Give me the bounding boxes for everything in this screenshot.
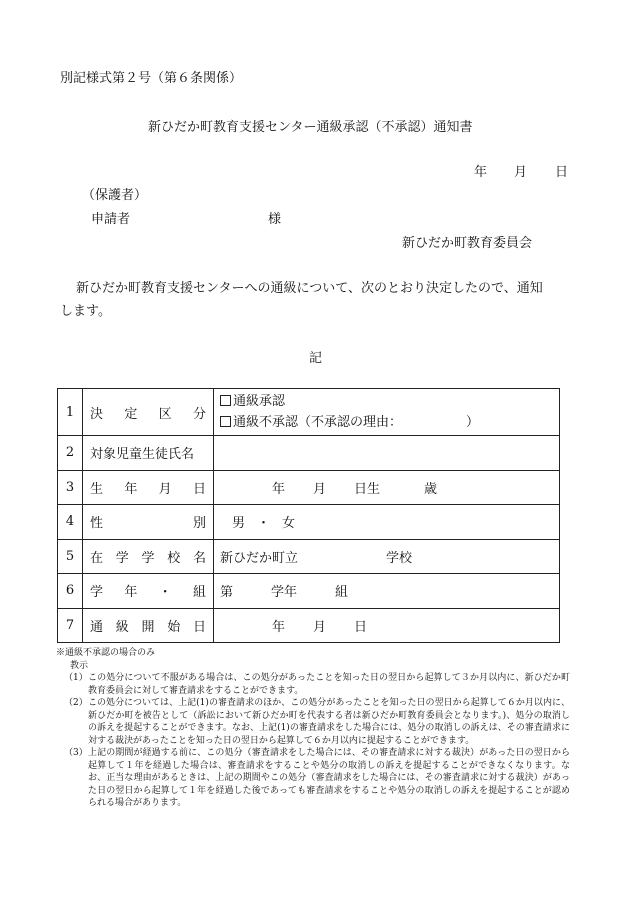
grade-unit: 学年 — [271, 585, 298, 601]
label-char: 学 — [90, 585, 104, 601]
label-char: ・ — [158, 585, 172, 601]
note-text: 上記の期間が経過する前に、この処分（審査請求をした場合には、その審査請求に対する裁決）があった日の翌日から起算して１年を経過した場合は、審査請求をすることや処分の取消しの訴えを提起することができなくなります。なお、正当な理由があるときは、上記の期間やこの処分（審査請求をした場合には、その審査請求に対する裁決）があった日の翌日から起算して１年を経過した後であっても審査請求をすることや処分の取消しの訴えを提起することが認められる場合があります。 — [88, 748, 570, 808]
option-approve-label: 通級承認 — [233, 394, 286, 409]
option-disapprove[interactable] — [220, 412, 553, 433]
honorific-sama: 様 — [268, 212, 282, 227]
label-char: 級 — [115, 619, 129, 635]
label-char: 名 — [192, 550, 206, 566]
row-number: 2 — [58, 436, 83, 471]
row-number: 3 — [58, 470, 83, 505]
label-char: 通 — [90, 619, 104, 635]
label-char: 決 — [90, 406, 104, 422]
label-char: 日 — [192, 619, 206, 635]
row-number: 6 — [58, 574, 83, 609]
checkbox-approve[interactable] — [220, 395, 231, 406]
row-label: 対象児童生徒氏名 — [83, 436, 214, 471]
issuer-name: 新ひだか町教育委員会 — [402, 236, 533, 251]
school-suffix: 学校 — [386, 550, 413, 566]
school-prefix: 新ひだか町立 — [220, 550, 299, 566]
decision-options — [214, 389, 560, 436]
row-number: 5 — [58, 539, 83, 574]
row-label — [83, 539, 214, 574]
grade-class-field[interactable] — [214, 574, 560, 609]
label-char: 区 — [158, 406, 172, 422]
row-label — [83, 608, 214, 643]
table-row — [58, 539, 560, 574]
appeal-notes — [56, 647, 570, 810]
label-char: 始 — [167, 619, 181, 635]
start-month-unit: 月 — [313, 619, 327, 635]
label-char: 年 — [124, 585, 138, 601]
kyoji-heading: 教示 — [70, 660, 89, 671]
table-row — [58, 389, 560, 436]
date-month: 月 — [514, 165, 528, 180]
class-unit: 組 — [335, 585, 349, 601]
gender-male[interactable]: 男 — [232, 516, 246, 532]
note-text: この処分について不服がある場合は、この処分があったことを知った日の翌日から起算して３か月以内に、新ひだか町教育委員会に対して審査請求をすることができます。 — [88, 673, 570, 696]
page-title: 新ひだか町教育支援センター通級承認（不承認）通知書 — [148, 120, 473, 135]
label-char: 年 — [124, 481, 138, 497]
row-number: 4 — [58, 505, 83, 540]
school-field[interactable] — [214, 539, 560, 574]
form-label: 別記様式第２号（第６条関係） — [60, 71, 243, 86]
label-char: 生 — [90, 481, 104, 497]
note-mark: （2） — [64, 698, 88, 708]
checkbox-disapprove[interactable] — [220, 416, 231, 427]
birth-year-unit: 年 — [272, 481, 286, 497]
label-char: 校 — [167, 550, 181, 566]
option-disapprove-label: 通級不承認（不承認の理由： — [233, 415, 403, 430]
birth-month-unit: 月 — [313, 481, 327, 497]
label-char: 開 — [141, 619, 155, 635]
birth-day-unit: 日生 — [354, 481, 381, 497]
label-char: 別 — [192, 516, 206, 532]
label-char: 定 — [124, 406, 138, 422]
table-row — [58, 608, 560, 643]
row-label — [83, 505, 214, 540]
table-row — [58, 574, 560, 609]
asterisk-note: ※通級不承認の場合のみ — [56, 648, 156, 658]
gender-field[interactable] — [214, 505, 560, 540]
label-char: 性 — [90, 516, 104, 532]
applicant-label: 申請者 — [91, 212, 131, 227]
row-number: 7 — [58, 608, 83, 643]
note-item — [64, 747, 570, 810]
label-char: 分 — [192, 406, 206, 422]
row-label — [83, 470, 214, 505]
decision-table — [57, 388, 560, 643]
start-date-field[interactable] — [214, 608, 560, 643]
row-label — [83, 574, 214, 609]
label-char: 在 — [90, 550, 104, 566]
note-mark: （3） — [64, 748, 88, 758]
note-mark: （1） — [64, 673, 88, 683]
body-line-2: します。 — [60, 304, 111, 319]
guardian-label: （保護者） — [82, 188, 148, 203]
start-year-unit: 年 — [272, 619, 286, 635]
row-number: 1 — [58, 389, 83, 436]
date-day: 日 — [555, 165, 569, 180]
option-approve[interactable] — [220, 391, 553, 412]
table-row — [58, 436, 560, 471]
date-year: 年 — [474, 165, 488, 180]
label-char: 日 — [192, 481, 206, 497]
birthdate-field[interactable] — [214, 470, 560, 505]
ki-heading: 記 — [309, 351, 323, 366]
note-text: この処分については、上記(1)の審査請求のほか、この処分があったことを知った日の翌日から起算して６か月以内に、新ひだか町を被告として（訴訟において新ひだか町を代表する者は新ひだか町教育委員会となります。)、処分の取消しの訴えを提起することができます。なお、上記(1)の審査請求をした場合には、処分の取消しの訴えは、その審査請求に対する裁決があったことを知った日の翌日から起算して６か月以内に提起することができます。 — [88, 698, 570, 746]
note-item — [64, 672, 570, 697]
option-disapprove-close: ） — [466, 415, 480, 430]
body-line-1: 新ひだか町教育支援センターへの通級について、次のとおり決定したので、通知 — [76, 281, 543, 296]
table-row — [58, 470, 560, 505]
note-item — [64, 697, 570, 747]
label-char: 学 — [141, 550, 155, 566]
grade-prefix: 第 — [220, 585, 234, 601]
label-char: 学 — [115, 550, 129, 566]
table-row — [58, 505, 560, 540]
label-char: 月 — [158, 481, 172, 497]
gender-female[interactable]: 女 — [282, 516, 296, 532]
start-day-unit: 日 — [354, 619, 368, 635]
student-name-field[interactable] — [214, 436, 560, 471]
age-unit: 歳 — [424, 481, 438, 497]
label-char: 組 — [192, 585, 206, 601]
row-label — [83, 389, 214, 436]
gender-separator: ・ — [257, 516, 271, 532]
